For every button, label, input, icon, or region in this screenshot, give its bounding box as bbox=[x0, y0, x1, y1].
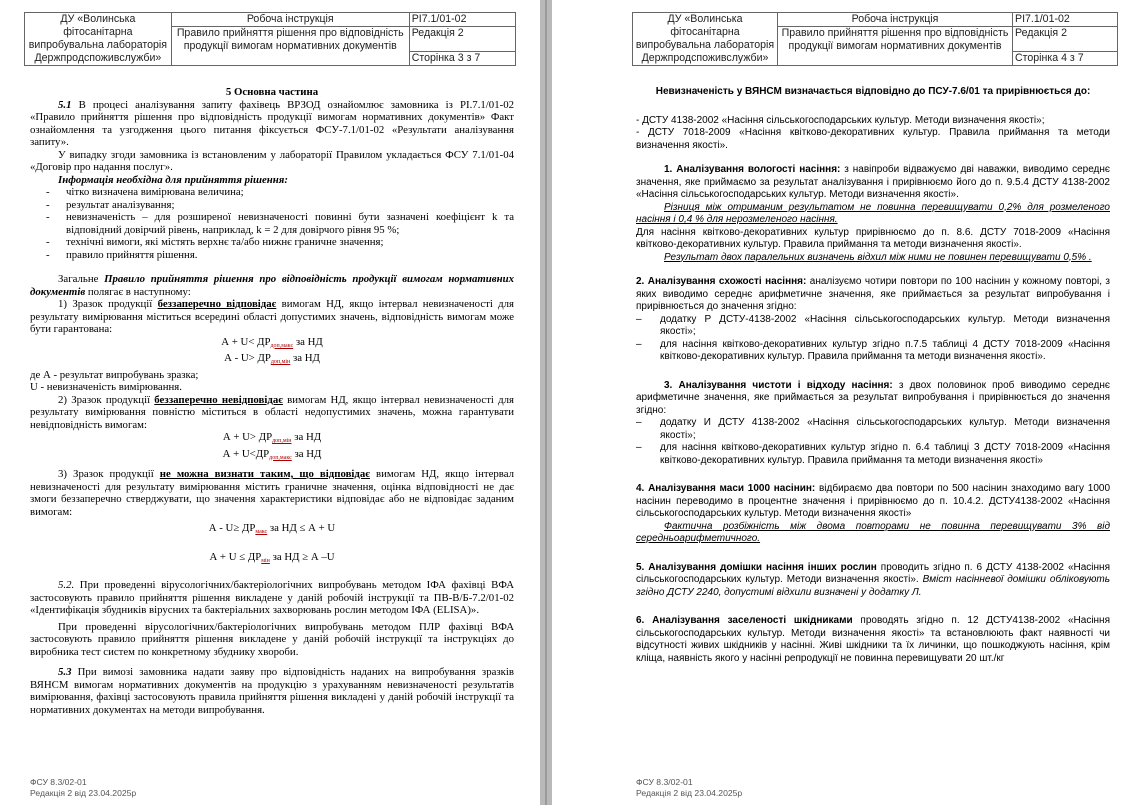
organization-name: ДУ «Волинська фітосанітарна випробувальна лабораторія Держпродспоживслужби» bbox=[633, 13, 778, 66]
uncertainty-title: Невизначеність у ВЯНСМ визначається відповідно до ПСУ-7.6/01 та прирівнюється до: bbox=[655, 86, 1091, 97]
document-code: РІ7.1/01-02 bbox=[1013, 13, 1118, 27]
page-4-body bbox=[636, 86, 1110, 665]
list-item: - технічні вимоги, які містять верхнє та/або нижнє граничне значення; bbox=[30, 236, 514, 249]
document-revision: Редакція 2 bbox=[1013, 27, 1118, 52]
rule-1: 1) Зразок продукції беззаперечно відповідає вимогам НД, якщо інтервал невизначеності для результату вимірювання міститься всередині області допустимих значень, відповідність вимогам може бути гарантована: bbox=[30, 298, 515, 335]
definition-u: U - невизначеність вимірювання. bbox=[30, 381, 182, 393]
section-pests: 6. Аналізування заселеності шкідниками проводять згідно п. 12 ДСТУ4138-2002 «Насіння сільськогосподарських культур. Методи визначення якості» та встановлюють факт наявності чи відсутності живих шкідників у насінні. Живі шкідники та їх личинки, що пошкоджують насіння, крім кліща, наявність якого у насінні репродукції не повинна перевищувати 20 шт./кг bbox=[636, 615, 1110, 664]
formula-1b: $А - U> ДР_{доп,мін}$ за НД bbox=[224, 352, 320, 365]
standard-1: - ДСТУ 4138-2002 «Насіння сільськогосподарських культур. Методи визначення якості»; bbox=[636, 114, 1045, 126]
paragraph-5-3: 5.3 При вимозі замовника надати заяву про відповідність наданих на випробування зразків ВЯНСМ вимогам нормативних документів на продукцію з урахуванням невизначеності результатів вимірювання, фахівці застосовують правила прийняття рішення викладені у даній робочій інструкції та нормативних документах на методи випробування. bbox=[30, 666, 514, 716]
page-footer bbox=[30, 777, 136, 799]
section-impurity: 5. Аналізування домішки насіння інших рослин проводить згідно п. 6 ДСТУ 4138-2002 «Насіння сільськогосподарських культур. Методи визначення якості». Вміст насінневої домішки обліковують згідно ДСТУ 2240, допустимі відхили визначені у додатку Л. bbox=[636, 561, 1110, 598]
document-type: Робоча інструкція bbox=[778, 13, 1013, 27]
standard-2: - ДСТУ 7018-2009 «Насіння квітково-декоративних культур. Правила приймання та методи визначення якості». bbox=[636, 127, 1110, 151]
formula-3b: $А + U \le ДР_{мін}$ за НД ≥ А –U bbox=[209, 550, 335, 564]
list-item: – додатку Р ДСТУ-4138-2002 «Насіння сільськогосподарських культур. Методи визначення якості»; bbox=[636, 314, 1110, 339]
section-purity: 3. Аналізування чистоти і відходу насіння: з двох половинок проб виводимо середнє арифметичне значення, яке приймається за результат випробування і прирівнюється до значення згідно: bbox=[636, 379, 1110, 416]
section-germination: 2. Аналізування схожості насіння: аналізуємо чотири повтори по 100 насінин у кожному повторі, з яких виводимо середнє арифметичне значення, яке приймається за результат випробування і прирівнюється до значення згідно: bbox=[636, 276, 1110, 312]
rule-intro: Загальне Правило прийняття рішення про відповідність продукції вимогам нормативних документів полягає в наступному: bbox=[30, 273, 514, 298]
paragraph-5-2: 5.2. При проведенні вірусологічних/бактеріологічних випробувань методом ІФА фахівці ВФА застосовують правило прийняття рішення викладене у даній робочій інструкції та ПВ-В/Б-7.2/01-02 «Ідентифікація збудників вірусних та бактеріальних захворювань рослин методом ІФА (ELISA)». bbox=[30, 579, 514, 616]
document-header bbox=[632, 12, 1118, 66]
document-title: Правило прийняття рішення про відповідність продукції вимогам нормативних документів bbox=[778, 27, 1013, 66]
page-number: Сторінка 4 з 7 bbox=[1013, 52, 1118, 66]
section-title: 5 Основна частина bbox=[225, 86, 319, 98]
list-item: – для насіння квітково-декоративних культур згідно п.7.5 таблиці 4 ДСТУ 7018-2009 «Насіння квітково-декоративних культур. Правила приймання та методи визначення якості». bbox=[636, 339, 1110, 364]
definition-a: де А - результат випробувань зразка; bbox=[30, 368, 199, 381]
moisture-note-2: Результат двох паралельних визначень відхил між ними не повинен перевищувати 0,5% . bbox=[664, 251, 1092, 263]
footer-form-code: ФСУ 8.3/02-01 bbox=[30, 777, 87, 787]
list-item: - правило прийняття рішення. bbox=[30, 249, 514, 262]
purity-list bbox=[636, 417, 1110, 467]
rule-3: 3) Зразок продукції не можна визнати таким, що відповідає вимогам НД, якщо інтервал невизначеності для результату вимірювання містить граничне значення, оцінка відповідності не дає змоги беззаперечно стверджувати, що значення характеристики відповідає або не відповідає заданим вимогам: bbox=[30, 468, 514, 518]
section-moisture: 1. Аналізування вологості насіння: з навіпроби відважуємо дві наважки, виводимо середнє значення, яке приймаємо за результат аналізування і прирівнюємо його до п. 9.5.4 ДСТУ 4138-2002 «Насіння сільськогосподарських культур. Методи визначення якості». bbox=[636, 164, 1110, 200]
list-item: - результат аналізування; bbox=[30, 199, 514, 212]
info-list bbox=[30, 186, 514, 261]
footer-revision: Редакція 2 від 23.04.2025р bbox=[636, 788, 743, 798]
page-4 bbox=[552, 0, 1137, 805]
list-item: - чітко визначена вимірювана величина; bbox=[30, 186, 514, 199]
footer-revision: Редакція 2 від 23.04.2025р bbox=[30, 788, 137, 798]
paragraph-5-1: 5.1 В процесі аналізування запиту фахівець ВРЗОД ознайомлює замовника із РІ.7.1/01-02 «Правило прийняття рішення про відповідність продукції вимогам нормативних документів» Факт ознайомлення та узгодження цього питання фіксується ФСУ-7.1/01-02 «Результати аналізування запиту». bbox=[30, 98, 514, 148]
footer-form-code: ФСУ 8.3/02-01 bbox=[636, 777, 693, 787]
page-3 bbox=[0, 0, 540, 805]
formula-2b: $А + U<ДР_{доп,макс}$ за НД bbox=[222, 447, 322, 461]
list-item: - невизначеність – для розширеної невизначеності повинні бути зазначені коефіцієнт k та відповідний довірчий рівень, наприклад, k = 2 для довірчого рівня 95 %; bbox=[30, 211, 514, 236]
document-code: РІ7.1/01-02 bbox=[409, 13, 515, 27]
list-item: – для насіння квітково-декоративних культур згідно п. 6.4 таблиці 3 ДСТУ 7018-2009 «Насіння квітково-декоративних культур. Правила приймання та методи визначення якості» bbox=[636, 442, 1110, 467]
mass-note: Фактична розбіжність між двома повторами не повинна перевищувати 3% від середньоарифметичного. bbox=[636, 520, 1110, 544]
paragraph-agreement: У випадку згоди замовника із встановленим у лабораторії Правилом укладається ФСУ 7.1/01-04 «Договір про надання послуг». bbox=[30, 148, 514, 173]
page-3-body bbox=[30, 86, 514, 716]
formula-1a: $А + U< ДР_{доп,макс}$ за НД bbox=[221, 335, 323, 349]
page-gutter bbox=[540, 0, 552, 805]
page-number: Сторінка 3 з 7 bbox=[409, 52, 515, 66]
document-title: Правило прийняття рішення про відповідність продукції вимогам нормативних документів bbox=[171, 27, 409, 66]
document-header bbox=[24, 12, 516, 66]
moisture-note: Різниця між отриманим результатом не повинна перевищувати 0,2% для розмеленого насіння і 0,4 % для нерозмеленого насіння. bbox=[636, 201, 1110, 225]
paragraph-5-2-pcr: При проведенні вірусологічних/бактеріологічних випробувань методом ПЛР фахівці ВФА застосовують правило прийняття рішення викладене у даній робочій інструкції та інструкціях до виробника тест систем по конкретному збуднику хвороби. bbox=[30, 620, 514, 658]
list-item: – додатку И ДСТУ 4138-2002 «Насіння сільськогосподарських культур. Методи визначення якості»; bbox=[636, 417, 1110, 442]
page-footer bbox=[636, 777, 742, 799]
rule-2: 2) Зразок продукції беззаперечно невідповідає вимогам НД, якщо інтервал невизначеності для результату вимірювання повністю міститься в області недопустимих значень, можна гарантувати невідповідність вимогам: bbox=[30, 393, 514, 431]
formula-3a: $А - U\ge ДР_{макс}$ за НД ≤ А + U bbox=[208, 522, 336, 535]
formula-2a: $А + U> ДР_{доп,мін}$ за НД bbox=[222, 431, 322, 444]
germination-list bbox=[636, 314, 1110, 364]
moisture-flower: Для насіння квітково-декоративних культур прирівнюємо до п. 8.6. ДСТУ 7018-2009 «Насіння квітково-декоративних культур. Правила приймання та методи визначення якості». bbox=[636, 226, 1110, 250]
organization-name: ДУ «Волинська фітосанітарна випробувальна лабораторія Держпродспоживслужби» bbox=[25, 13, 172, 66]
document-type: Робоча інструкція bbox=[171, 13, 409, 27]
document-revision: Редакція 2 bbox=[409, 27, 515, 52]
section-mass: 4. Аналізування маси 1000 насінин: відбираємо два повтори по 500 насінин знаходимо вагу 1000 насінин переводимо в процентне значення і прирівнюємо до п. 10.4.2. ДСТУ4138-2002 «Насіння сільськогосподарських культур. Методи визначення якості» bbox=[636, 483, 1111, 519]
info-title: Інформація необхідна для прийняття рішення: bbox=[58, 173, 288, 186]
